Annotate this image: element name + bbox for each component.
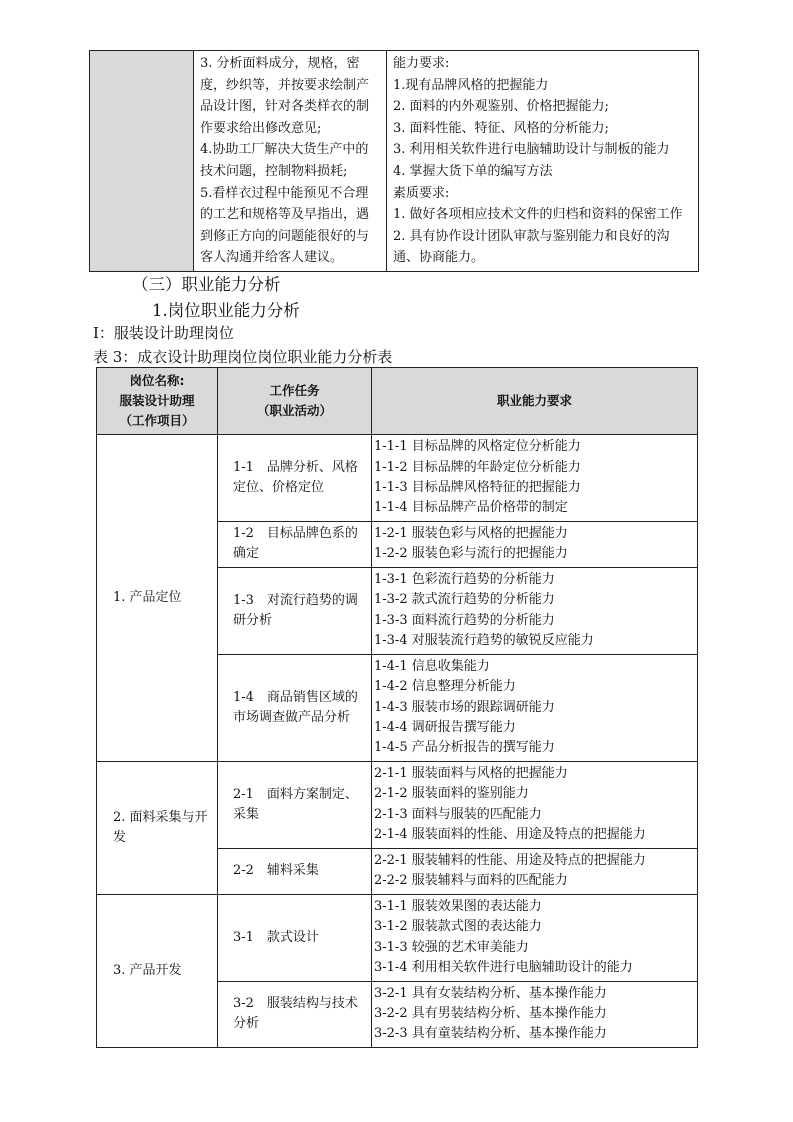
req-line: 1.现有品牌风格的把握能力 xyxy=(393,77,549,93)
continuation-blank-cell xyxy=(90,51,194,272)
text-line: 服装设计助理 xyxy=(119,393,195,408)
text-line: 1-4-4 调研报告撰写能力 xyxy=(374,720,516,736)
requirements-cell xyxy=(372,894,698,981)
text-line: 1-4-5 产品分析报告的撰写能力 xyxy=(374,740,555,756)
text-line: 1-4-3 服装市场的跟踪调研能力 xyxy=(374,699,555,715)
continuation-requirements-cell xyxy=(387,51,699,272)
text-line: （职业活动） xyxy=(256,403,332,418)
text-line: 1. 产品定位 xyxy=(113,589,182,605)
task-cell xyxy=(218,435,372,522)
text-line: 2-1-2 服装面料的鉴别能力 xyxy=(374,786,529,802)
task-cell xyxy=(218,848,372,894)
req-line: 能力要求: xyxy=(393,56,450,71)
req-line: 3. 面料性能、特征、风格的分析能力; xyxy=(393,120,609,136)
text-line: 2-1 面料方案制定、采集 xyxy=(233,786,358,822)
text-line: 1-2 目标品牌色系的确定 xyxy=(233,526,358,562)
requirements-cell xyxy=(372,435,698,522)
task-cell xyxy=(218,894,372,981)
text-line: 1-1-3 目标品牌风格特征的把握能力 xyxy=(374,480,581,495)
text-line: 2-2 辅料采集 xyxy=(233,863,319,879)
text-line: 3-2-3 具有童装结构分析、基本操作能力 xyxy=(374,1026,607,1042)
text-line: （工作项目） xyxy=(119,413,195,428)
table-row xyxy=(97,435,698,522)
table-header-row xyxy=(97,368,698,435)
requirements-cell xyxy=(372,567,698,654)
text-line: 1-2-2 服装色彩与流行的把握能力 xyxy=(374,546,568,562)
text-line: 1-3-4 对服装流行趋势的敏锐反应能力 xyxy=(374,633,594,649)
text-line: 2. 面料采集与开发 xyxy=(113,809,208,845)
text-line: 2-1-3 面料与服装的匹配能力 xyxy=(374,806,542,822)
project-cell xyxy=(97,435,218,762)
requirements-cell xyxy=(372,761,698,848)
table-caption: 表 3：成衣设计助理岗位岗位职业能力分析表 xyxy=(93,348,393,366)
text-line: 1-1 品牌分析、风格定位、价格定位 xyxy=(233,460,358,495)
req-line: 素质要求: xyxy=(393,185,450,201)
text-line: 1-4 商品销售区域的市场调查做产品分析 xyxy=(233,689,358,725)
task-cell xyxy=(218,761,372,848)
req-line: 2. 具有协作设计团队审款与鉴别能力和良好的沟通、协商能力。 xyxy=(393,228,670,266)
position-heading: I：服装设计助理岗位 xyxy=(93,324,234,342)
text-line: 2-1-4 服装面料的性能、用途及特点的把握能力 xyxy=(374,827,646,843)
duty-4: 4.协助工厂解决大货生产中的技术问题，控制物料损耗; xyxy=(200,142,369,179)
text-line: 工作任务 xyxy=(269,383,320,398)
text-line: 2-1-1 服装面料与风格的把握能力 xyxy=(374,766,568,782)
req-line: 4. 掌握大货下单的编写方法 xyxy=(393,163,553,179)
requirements-cell xyxy=(372,654,698,761)
task-cell xyxy=(218,981,372,1047)
task-cell xyxy=(218,522,372,568)
text-line: 3-1 款式设计 xyxy=(233,929,319,945)
text-line: 3-1-2 服装款式图的表达能力 xyxy=(374,919,542,935)
requirements-cell xyxy=(372,981,698,1047)
task-cell xyxy=(218,654,372,761)
text-line: 1-1-1 目标品牌的风格定位分析能力 xyxy=(374,439,581,455)
req-line: 1. 做好各项相应技术文件的归档和资料的保密工作 xyxy=(393,207,683,223)
subsection-heading: 1.岗位职业能力分析 xyxy=(152,301,300,320)
requirements-cell xyxy=(372,522,698,568)
continuation-table xyxy=(89,50,699,272)
text-line: 1-3-2 款式流行趋势的分析能力 xyxy=(374,592,555,608)
ability-analysis-table xyxy=(96,367,698,1048)
table-row xyxy=(97,894,698,981)
project-cell xyxy=(97,761,218,894)
text-line: 3-1-4 利用相关软件进行电脑辅助设计的能力 xyxy=(374,960,633,976)
text-line: 2-2-2 服装辅料与面料的匹配能力 xyxy=(374,873,568,889)
header-task xyxy=(218,368,372,435)
duty-5: 5.看样衣过程中能预见不合理的工艺和规格等及早指出，遇到修正方向的问题能很好的与客人沟通并给客人建议。 xyxy=(200,185,370,266)
text-line: 1-2-1 服装色彩与风格的把握能力 xyxy=(374,526,568,541)
duty-3: 3. 分析面料成分，规格，密度，纱织等，并按要求绘制产品设计图，针对各类样衣的制作要求给出修改意见; xyxy=(200,56,370,136)
text-line: 1-1-2 目标品牌的年龄定位分析能力 xyxy=(374,459,581,475)
text-line: 3-1-1 服装效果图的表达能力 xyxy=(374,898,542,914)
text-line: 2-2-1 服装辅料的性能、用途及特点的把握能力 xyxy=(374,852,646,868)
header-requirements: 职业能力要求 xyxy=(372,368,698,435)
text-line: 3. 产品开发 xyxy=(113,962,182,978)
text-line: 3-2 服装结构与技术分析 xyxy=(233,996,358,1032)
project-cell xyxy=(97,894,218,1047)
text-line: 3-1-3 较强的艺术审美能力 xyxy=(374,939,529,955)
text-line: 1-4-1 信息收集能力 xyxy=(374,658,490,674)
section-heading: （三）职业能力分析 xyxy=(132,275,281,294)
req-line: 2. 面料的内外观鉴别、价格把握能力; xyxy=(393,99,609,115)
table-row xyxy=(97,761,698,848)
text-line: 1-3-1 色彩流行趋势的分析能力 xyxy=(374,572,555,587)
header-position xyxy=(97,368,218,435)
text-line: 1-3 对流行趋势的调研分析 xyxy=(233,592,358,628)
text-line: 岗位名称: xyxy=(129,373,185,388)
requirements-cell xyxy=(372,848,698,894)
continuation-duties-cell xyxy=(194,51,387,272)
text-line: 1-3-3 面料流行趋势的分析能力 xyxy=(374,612,555,628)
task-cell xyxy=(218,567,372,654)
text-line: 1-4-2 信息整理分析能力 xyxy=(374,679,516,695)
text-line: 3-2-2 具有男装结构分析、基本操作能力 xyxy=(374,1006,607,1022)
text-line: 3-2-1 具有女装结构分析、基本操作能力 xyxy=(374,985,607,1001)
text-line: 1-1-4 目标品牌产品价格带的制定 xyxy=(374,500,568,516)
req-line: 3. 利用相关软件进行电脑辅助设计与制板的能力 xyxy=(393,142,670,158)
